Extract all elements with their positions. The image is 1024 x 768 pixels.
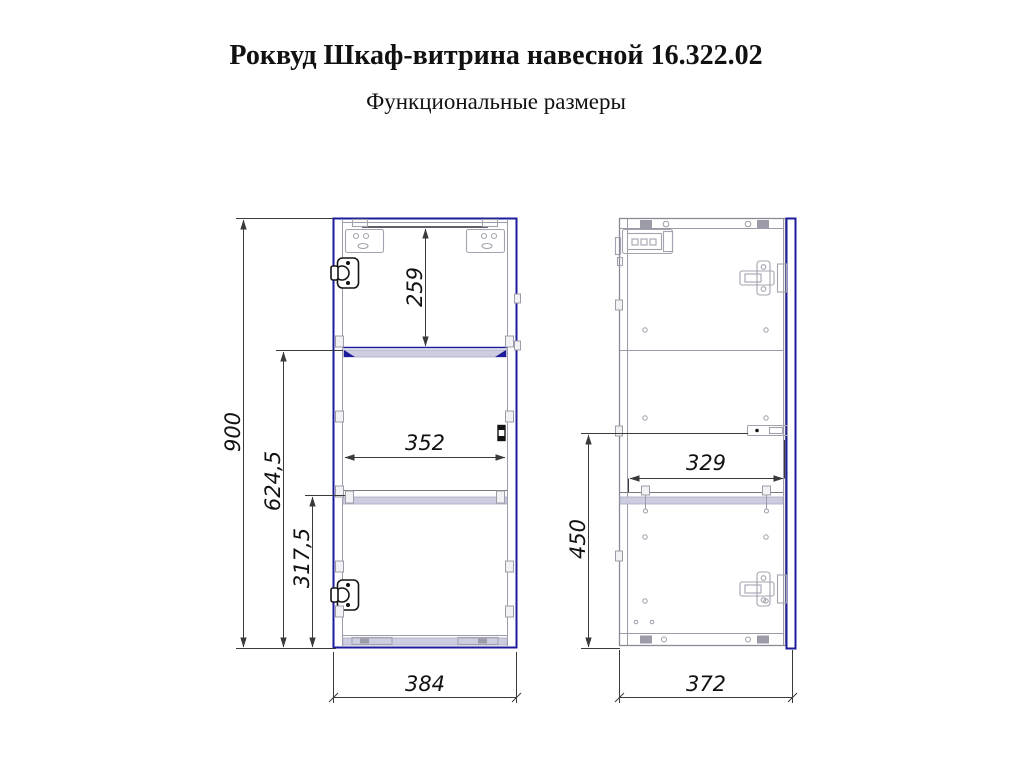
dim-lower-section: 317,5: [290, 527, 314, 589]
page-title: Роквуд Шкаф-витрина навесной 16.322.02: [229, 40, 763, 71]
dim-total-height: 900: [221, 411, 245, 453]
page-subtitle: Функциональные размеры: [366, 89, 626, 114]
door-handle-front: [498, 426, 505, 441]
dim-upper-opening: 259: [403, 266, 427, 308]
dim-middle-section: 624,5: [261, 450, 285, 512]
dim-handle-height: 450: [566, 518, 590, 560]
dim-inner-depth: 329: [685, 451, 727, 475]
dim-inner-width: 352: [404, 431, 446, 455]
front-view: [221, 219, 521, 704]
dim-overall-width: 384: [404, 672, 446, 696]
side-view: [566, 219, 797, 704]
dim-overall-depth: 372: [685, 672, 727, 696]
